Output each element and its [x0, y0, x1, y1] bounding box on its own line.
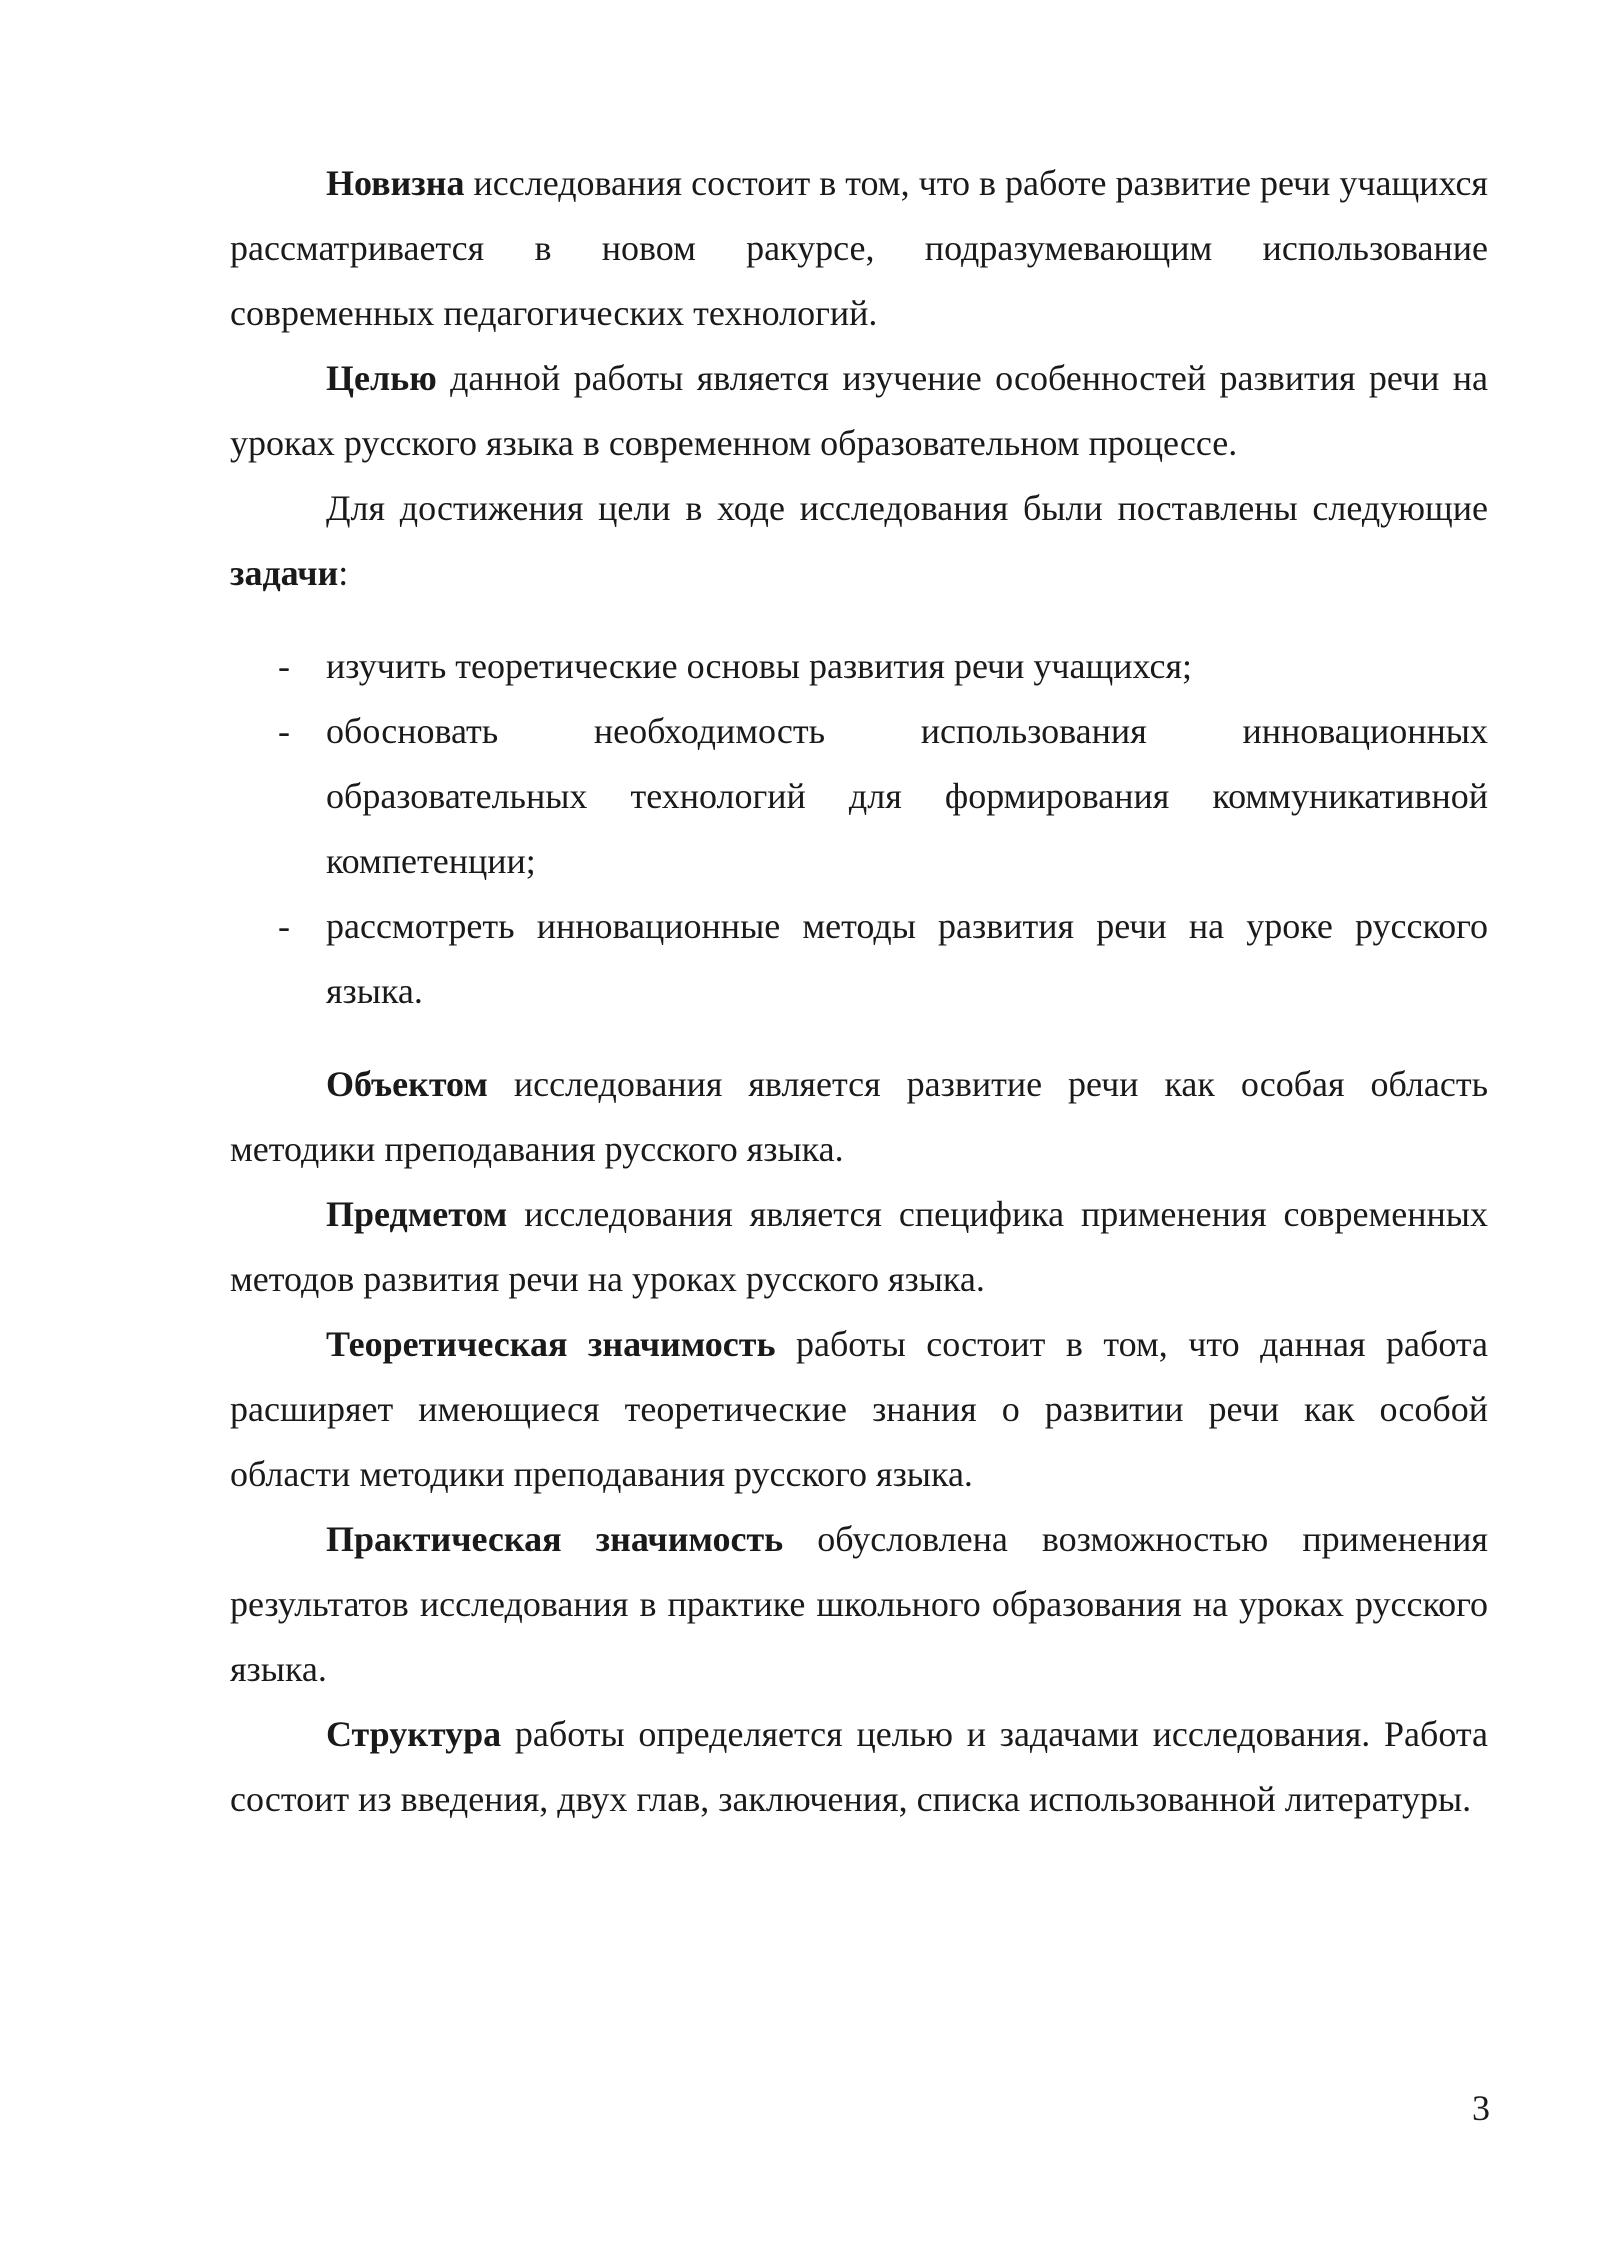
goal-paragraph [230, 346, 1488, 476]
list-item-text: рассмотреть инновационные методы развития речи на уроке русского языка. [326, 906, 1488, 1011]
object-paragraph [230, 1052, 1488, 1182]
subject-paragraph [230, 1182, 1488, 1312]
practical-significance-term: Практическая значимость [326, 1519, 784, 1559]
list-item-text: изучить теоретические основы развития речи учащихся; [326, 646, 1193, 686]
object-term: Объектом [326, 1064, 488, 1104]
novelty-paragraph [230, 151, 1488, 346]
list-dash: - [278, 711, 290, 751]
goal-term: Целью [326, 358, 437, 398]
tasks-intro-paragraph [230, 476, 1488, 606]
theoretical-significance-paragraph [230, 1312, 1488, 1507]
subject-term: Предметом [326, 1194, 508, 1234]
list-item [230, 894, 1488, 1024]
list-item-text: обосновать необходимость использования инновационных образовательных технологий для формирования коммуникативной компетенции; [326, 711, 1488, 881]
list-dash: - [278, 906, 290, 946]
structure-text: работы определяется целью и задачами исследования. Работа состоит из введения, двух глав, заключения, списка использованной литературы. [230, 1714, 1488, 1819]
novelty-text: исследования состоит в том, что в работе развитие речи учащихся рассматривается в новом ракурсе, подразумевающим использование современных педагогических технологий. [230, 163, 1488, 333]
list-item [230, 634, 1488, 699]
structure-paragraph [230, 1702, 1488, 1832]
tasks-intro-after: : [338, 553, 349, 593]
theoretical-significance-text: работы состоит в том, что данная работа расширяет имеющиеся теоретические знания о развитии речи как особой области методики преподавания русского языка. [230, 1324, 1488, 1494]
list-dash: - [278, 646, 290, 686]
document-page [230, 151, 1488, 1832]
theoretical-significance-term: Теоретическая значимость [326, 1324, 776, 1364]
list-item [230, 699, 1488, 894]
page-number: 3 [1472, 2088, 1490, 2128]
structure-term: Структура [326, 1714, 502, 1754]
tasks-term: задачи [230, 553, 339, 593]
tasks-intro-before: Для достижения цели в ходе исследования были поставлены следующие [326, 488, 1488, 528]
goal-text: данной работы является изучение особенностей развития речи на уроках русского языка в современном образовательном процессе. [230, 358, 1488, 463]
object-text: исследования является развитие речи как особая область методики преподавания русского языка. [230, 1064, 1488, 1169]
subject-text: исследования является специфика применения современных методов развития речи на уроках русского языка. [230, 1194, 1488, 1299]
novelty-term: Новизна [326, 163, 465, 203]
practical-significance-paragraph [230, 1507, 1488, 1702]
tasks-list [230, 634, 1488, 1024]
practical-significance-text: обусловлена возможностью применения результатов исследования в практике школьного образования на уроках русского языка. [230, 1519, 1488, 1689]
